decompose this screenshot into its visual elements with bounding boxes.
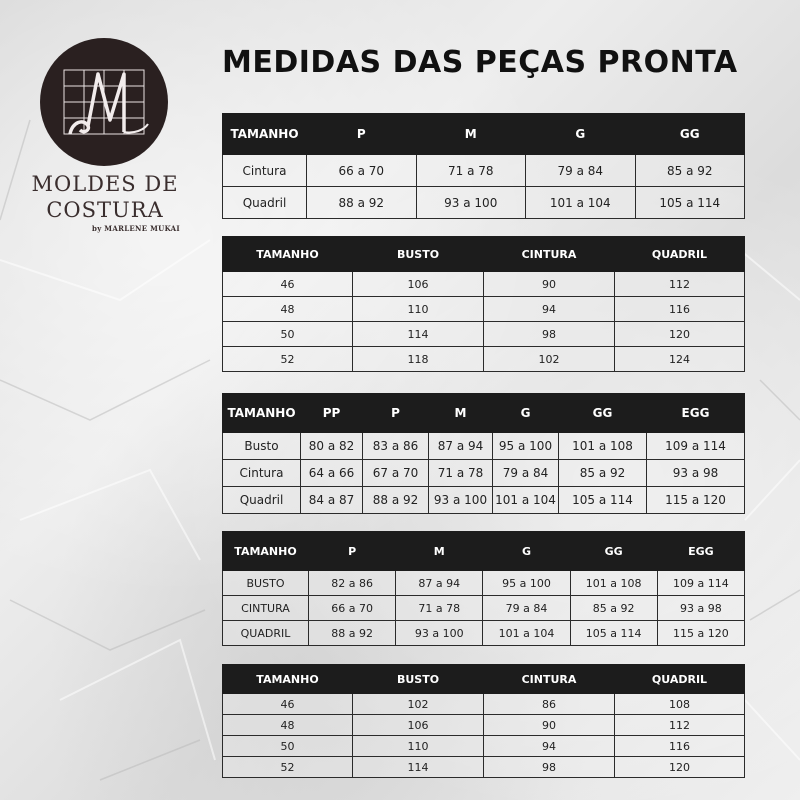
table-cell: 118: [353, 347, 484, 372]
table-cell: CINTURA: [223, 596, 309, 621]
size-table-5: [222, 664, 745, 778]
table-cell: 84 a 87: [301, 487, 363, 514]
table-cell: 71 a 78: [429, 460, 493, 487]
table-header-cell: EGG: [647, 394, 745, 433]
table-header-cell: QUADRIL: [615, 237, 745, 272]
table-cell: 71 a 78: [396, 596, 483, 621]
table-cell: 101 a 108: [559, 433, 647, 460]
brand-name-line1: MOLDES DE: [31, 172, 179, 196]
table-cell: 85 a 92: [559, 460, 647, 487]
table-cell: 88 a 92: [309, 621, 396, 646]
table-cell: 101 a 108: [570, 571, 657, 596]
table-cell: 101 a 104: [483, 621, 570, 646]
table-cell: 114: [353, 322, 484, 347]
table-header-cell: TAMANHO: [223, 114, 307, 155]
table-header-cell: TAMANHO: [223, 394, 301, 433]
table-cell: 95 a 100: [483, 571, 570, 596]
table-cell: 106: [353, 715, 484, 736]
table-row: [223, 155, 745, 187]
table-row: [223, 460, 745, 487]
table-header-cell: TAMANHO: [223, 237, 353, 272]
table-header-cell: G: [526, 114, 636, 155]
table-cell: 46: [223, 694, 353, 715]
table-cell: 48: [223, 715, 353, 736]
table-cell: 108: [615, 694, 745, 715]
table-row: [223, 736, 745, 757]
table-cell: 115 a 120: [657, 621, 744, 646]
table-row: [223, 297, 745, 322]
table-cell: 120: [615, 322, 745, 347]
table-cell: 79 a 84: [483, 596, 570, 621]
table-cell: 50: [223, 736, 353, 757]
table-header-cell: P: [307, 114, 417, 155]
table-cell: 48: [223, 297, 353, 322]
size-table-4: [222, 531, 745, 646]
table-cell: 85 a 92: [635, 155, 745, 187]
table-cell: 93 a 100: [429, 487, 493, 514]
monogram-icon: [40, 38, 168, 166]
table-cell: 88 a 92: [363, 487, 429, 514]
table-header-cell: GG: [635, 114, 745, 155]
table-cell: Cintura: [223, 155, 307, 187]
table-header-cell: M: [416, 114, 526, 155]
table-cell: 46: [223, 272, 353, 297]
table-cell: 105 a 114: [570, 621, 657, 646]
table-row: [223, 694, 745, 715]
table-cell: 101 a 104: [493, 487, 559, 514]
table-row: [223, 596, 745, 621]
table-cell: 90: [484, 272, 615, 297]
size-table-2: [222, 236, 745, 372]
table-cell: 95 a 100: [493, 433, 559, 460]
table-cell: 109 a 114: [657, 571, 744, 596]
table-header-cell: TAMANHO: [223, 532, 309, 571]
table-row: [223, 571, 745, 596]
table-cell: 82 a 86: [309, 571, 396, 596]
table-cell: 124: [615, 347, 745, 372]
table-header-cell: G: [483, 532, 570, 571]
table-header-cell: GG: [570, 532, 657, 571]
table-row: [223, 715, 745, 736]
table-row: [223, 757, 745, 778]
table-row: [223, 621, 745, 646]
size-table-1: [222, 113, 745, 219]
table-cell: 52: [223, 757, 353, 778]
table-cell: 93 a 98: [647, 460, 745, 487]
table-cell: Quadril: [223, 487, 301, 514]
table-cell: 79 a 84: [493, 460, 559, 487]
table-row: [223, 272, 745, 297]
table-cell: 64 a 66: [301, 460, 363, 487]
table-cell: Cintura: [223, 460, 301, 487]
table-cell: 105 a 114: [635, 187, 745, 219]
table-header-cell: CINTURA: [484, 237, 615, 272]
table-row: [223, 187, 745, 219]
table-cell: 88 a 92: [307, 187, 417, 219]
table-header-cell: BUSTO: [353, 237, 484, 272]
table-header-cell: CINTURA: [484, 665, 615, 694]
table-cell: Busto: [223, 433, 301, 460]
table-row: [223, 322, 745, 347]
table-header-cell: P: [309, 532, 396, 571]
table-cell: 116: [615, 736, 745, 757]
table-cell: 102: [484, 347, 615, 372]
table-cell: 110: [353, 736, 484, 757]
table-header-cell: P: [363, 394, 429, 433]
table-cell: 66 a 70: [307, 155, 417, 187]
table-cell: 50: [223, 322, 353, 347]
table-header-cell: G: [493, 394, 559, 433]
size-table-3: [222, 393, 745, 514]
table-row: [223, 347, 745, 372]
table-cell: 67 a 70: [363, 460, 429, 487]
table-cell: QUADRIL: [223, 621, 309, 646]
table-cell: 94: [484, 297, 615, 322]
table-cell: 120: [615, 757, 745, 778]
table-cell: 94: [484, 736, 615, 757]
table-cell: 110: [353, 297, 484, 322]
table-header-cell: QUADRIL: [615, 665, 745, 694]
table-cell: 93 a 100: [396, 621, 483, 646]
table-header-cell: PP: [301, 394, 363, 433]
table-header-cell: BUSTO: [353, 665, 484, 694]
table-cell: 52: [223, 347, 353, 372]
table-cell: Quadril: [223, 187, 307, 219]
table-row: [223, 433, 745, 460]
brand-logo: [40, 38, 168, 166]
table-cell: 90: [484, 715, 615, 736]
table-cell: 93 a 100: [416, 187, 526, 219]
table-cell: 112: [615, 272, 745, 297]
table-cell: 87 a 94: [429, 433, 493, 460]
table-cell: 115 a 120: [647, 487, 745, 514]
table-cell: 71 a 78: [416, 155, 526, 187]
table-cell: 116: [615, 297, 745, 322]
table-header-cell: TAMANHO: [223, 665, 353, 694]
table-cell: 109 a 114: [647, 433, 745, 460]
table-cell: 86: [484, 694, 615, 715]
table-cell: 98: [484, 322, 615, 347]
table-cell: 106: [353, 272, 484, 297]
table-cell: 93 a 98: [657, 596, 744, 621]
table-cell: 66 a 70: [309, 596, 396, 621]
table-row: [223, 487, 745, 514]
brand-byline: by MARLENE MUKAI: [92, 224, 180, 233]
brand-name-line2: COSTURA: [46, 198, 164, 222]
table-header-cell: GG: [559, 394, 647, 433]
table-cell: 79 a 84: [526, 155, 636, 187]
table-cell: 98: [484, 757, 615, 778]
page-title: MEDIDAS DAS PEÇAS PRONTA: [222, 45, 738, 80]
table-header-cell: M: [429, 394, 493, 433]
table-cell: 114: [353, 757, 484, 778]
table-cell: 112: [615, 715, 745, 736]
table-cell: 102: [353, 694, 484, 715]
table-header-cell: M: [396, 532, 483, 571]
table-cell: 105 a 114: [559, 487, 647, 514]
table-cell: 101 a 104: [526, 187, 636, 219]
table-cell: BUSTO: [223, 571, 309, 596]
table-cell: 87 a 94: [396, 571, 483, 596]
table-cell: 85 a 92: [570, 596, 657, 621]
table-cell: 80 a 82: [301, 433, 363, 460]
table-header-cell: EGG: [657, 532, 744, 571]
table-cell: 83 a 86: [363, 433, 429, 460]
